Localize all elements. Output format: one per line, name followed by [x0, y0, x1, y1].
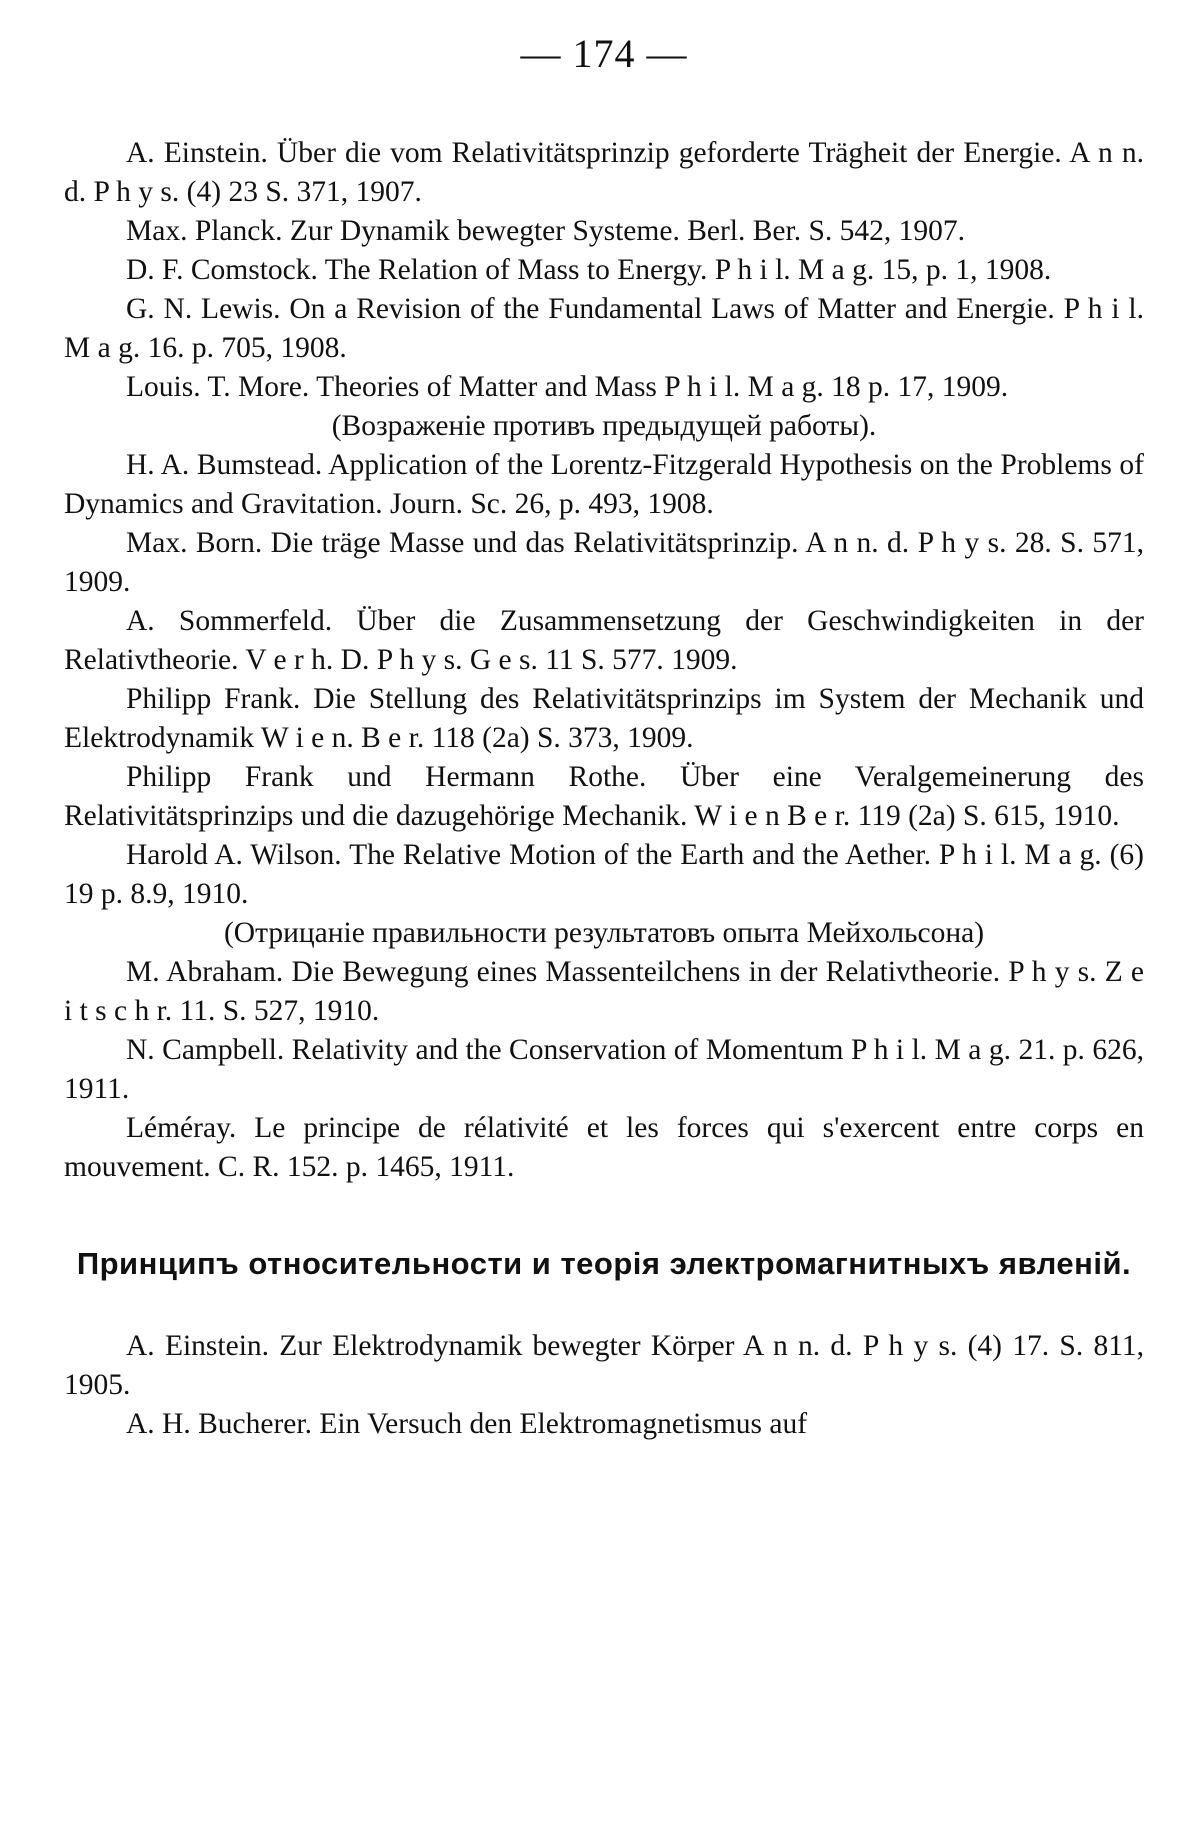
note-denial: (Отрицаніе правильности результатовъ опыта Мейхольсона)	[223, 917, 985, 949]
reference-frank-1909: Philipp Frank. Die Stellung des Relativitätsprinzips im System der Mechanik und Elektrodynamik W i e n. B e r. 118 (2a) S. 373, 1909.	[64, 683, 1144, 754]
reference-sommerfeld-1909: A. Sommerfeld. Über die Zusammensetzung der Geschwindigkeiten in der Relativtheorie. V e r h. D. P h y s. G e s. 11 S. 577. 1909.	[64, 605, 1144, 676]
reference-campbell-1911: N. Campbell. Relativity and the Conservation of Momentum P h i l. M a g. 21. p. 626, 1911.	[64, 1034, 1144, 1105]
page	[64, 26, 1144, 1444]
reference-born-1909: Max. Born. Die träge Masse und das Relativitätsprinzip. A n n. d. P h y s. 28. S. 571, 1909.	[64, 527, 1144, 598]
reference-wilson-1910: Harold A. Wilson. The Relative Motion of the Earth and the Aether. P h i l. M a g. (6) 19 p. 8.9, 1910.	[64, 839, 1144, 910]
reference-bumstead-1908: H. A. Bumstead. Application of the Lorentz-Fitzgerald Hypothesis on the Problems of Dynamics and Gravitation. Journ. Sc. 26, p. 493, 1908.	[64, 449, 1144, 520]
reference-einstein-1905: A. Einstein. Zur Elektrodynamik bewegter Körper A n n. d. P h y s. (4) 17. S. 811, 1905.	[64, 1330, 1144, 1401]
note-objection: (Возраженіе противъ предыдущей работы).	[331, 410, 877, 442]
reference-einstein-1907: A. Einstein. Über die vom Relativitätsprinzip geforderte Trägheit der Energie. A n n. d. P h y s. (4) 23 S. 371, 1907.	[64, 137, 1144, 208]
reference-abraham-1910: M. Abraham. Die Bewegung eines Massenteilchens in der Relativtheorie. P h y s. Z e i t s c h r. 11. S. 527, 1910.	[64, 956, 1144, 1027]
reference-lemeray-1911: Léméray. Le principe de rélativité et les forces qui s'exercent entre corps en mouvement. C. R. 152. p. 1465, 1911.	[64, 1112, 1144, 1183]
reference-list-4	[64, 1327, 1144, 1444]
reference-frank-rothe-1910: Philipp Frank und Hermann Rothe. Über eine Veralgemeinerung des Relativitätsprinzips und die dazugehörige Mechanik. W i e n B e r. 119 (2a) S. 615, 1910.	[64, 761, 1144, 832]
reference-list-2	[64, 446, 1144, 914]
reference-list-1	[64, 134, 1144, 407]
reference-list-3	[64, 953, 1144, 1187]
reference-planck-1907: Max. Planck. Zur Dynamik bewegter Systeme. Berl. Ber. S. 542, 1907.	[126, 215, 965, 247]
section-title: Принципъ относительности и теорія электромагнитныхъ явленій.	[76, 1246, 1132, 1281]
page-number: — 174 —	[520, 31, 688, 76]
reference-more-1909: Louis. T. More. Theories of Matter and Mass P h i l. M a g. 18 p. 17, 1909.	[126, 371, 1009, 403]
reference-bucherer: A. H. Bucherer. Ein Versuch den Elektromagnetismus auf	[126, 1408, 808, 1440]
reference-comstock-1908: D. F. Comstock. The Relation of Mass to Energy. P h i l. M a g. 15, p. 1, 1908.	[126, 254, 1052, 286]
reference-lewis-1908: G. N. Lewis. On a Revision of the Fundamental Laws of Matter and Energie. P h i l. M a g. 16. p. 705, 1908.	[64, 293, 1144, 364]
